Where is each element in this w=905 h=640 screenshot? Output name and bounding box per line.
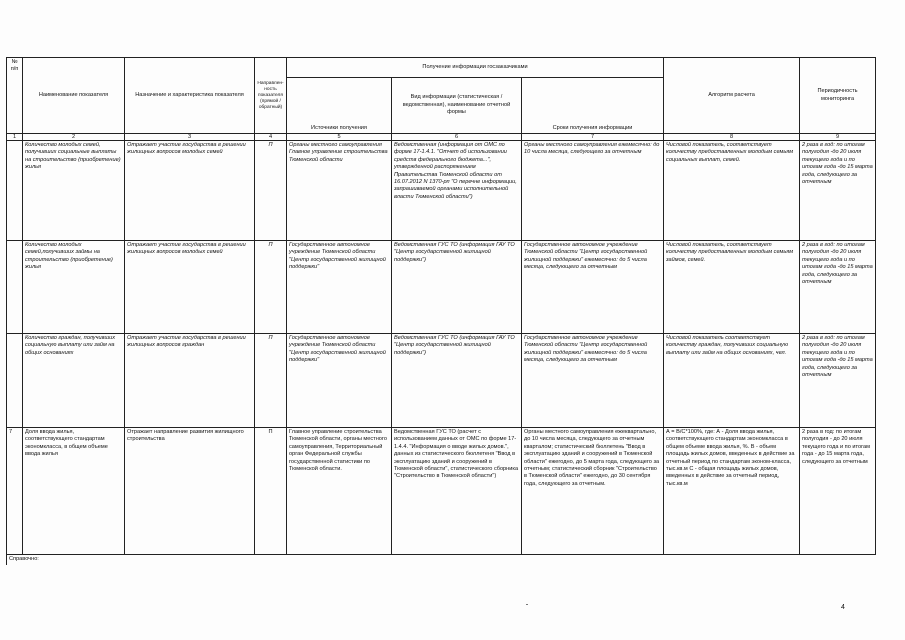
header-algorithm: Алгоритм расчета	[664, 58, 800, 134]
info-kind: Ведомственная ГУС ТО (информация ГАУ ТО "Центр государственной жилищной поддержки")	[392, 241, 522, 334]
header-num: № п/п	[7, 58, 23, 134]
indicator-purpose: Отражает участие государства в решении жилищных вопросов граждан	[125, 334, 255, 428]
indicator-direction: П	[255, 141, 287, 241]
indicator-direction: П	[255, 334, 287, 428]
info-terms: Органы местного самоуправления ежеквартально, до 10 числа месяца, следующего за отчетным кварталом; статистический бюллетень "Ввод в эксплуатацию зданий и сооружений в Тюменской области" ежегодно, до 5 марта года, следующего за отчетным; статистический сборник "Строительство в Тюменской области" ежегодно, до 30 сентября года, следующего за отчетным.	[522, 428, 664, 555]
indicator-name: Количество молодых семей, получивших социальные выплаты на строительство (приобретение) жилья	[23, 141, 125, 241]
calc-algorithm: Числовой показатель, соответствует количеству предоставленных молодым семьям социальных выплат, семей.	[664, 141, 800, 241]
table-row	[7, 241, 876, 334]
row-num	[7, 141, 23, 241]
row-num	[7, 241, 23, 334]
info-source: Органы местного самоуправления Главное управление строительства Тюменской области	[287, 141, 392, 241]
page-number: 4	[841, 604, 845, 611]
header-terms: Сроки получения информации	[522, 78, 664, 134]
calc-algorithm: Числовой показатель соответствует количеству граждан, получивших социальную выплату или займ на общих основаниях, чел.	[664, 334, 800, 428]
column-number: 7	[522, 134, 664, 141]
header-source: Источники получения	[287, 78, 392, 134]
indicator-name: Доля ввода жилья, соответствующего стандартам экономкласса, в общем объеме ввода жилья	[23, 428, 125, 555]
monitoring-period: 2 раза в год: по итогам полугодия - до 20 июля текущего года и по итогам года - до 15 марта года, следующего за отчетным	[800, 428, 876, 555]
row-num	[7, 334, 23, 428]
indicator-purpose: Отражает участие государства в решении жилищных вопросов молодых семей	[125, 241, 255, 334]
indicator-name: Количество граждан, получивших социальную выплату или займ на общих основаниях	[23, 334, 125, 428]
monitoring-period: 2 раза в год: по итогам полугодия -до 20 июля текущего года и по итогам года -до 15 марта года, следующего за отчетным	[800, 141, 876, 241]
header-direction: Направлен-ность показателя (прямой / обратный)	[255, 58, 287, 134]
row-num: 7	[7, 428, 23, 555]
info-terms: Государственное автономное учреждение Тюменской области "Центр государственной жилищной поддержки" ежемесячно: до 5 числа месяца, следующего за отчетным	[522, 334, 664, 428]
indicator-direction: П	[255, 241, 287, 334]
info-kind: Ведомственная ГУС ТО (расчет с использованием данных от ОМС по форме 17-1.4.4. "Информация о вводе жилых домов.", данных из статистического бюллетеня "Ввод в эксплуатацию зданий и сооружений в Тюменской области", статистического сборника "Строительство в Тюменской области")	[392, 428, 522, 555]
header-info-kind: Вид информации (статистическая / ведомственная), наименование отчетной формы	[392, 78, 522, 134]
header-purpose: Назначение и характеристика показателя	[125, 58, 255, 134]
column-number: 3	[125, 134, 255, 141]
monitoring-table	[6, 57, 876, 565]
scan-speck	[526, 604, 528, 605]
indicator-purpose: Отражает направление развития жилищного строительства	[125, 428, 255, 555]
calc-algorithm: А = В/С*100%, где: А - Доля ввода жилья, соответствующего стандартам экономкласса в общем объеме ввода жилья, %. В - объем площадь жилых домов, введенных в действие за отчетный период по стандартам эконом-класса, тыс.кв.м С - общая площадь жилых домов, введенных в действие за отчетный период, тыс.кв.м	[664, 428, 800, 555]
info-kind: Ведомственная (информация от ОМС по форме 17-1.4.1. "Отчет об использовании средств федерального бюджета...", утвержденной распоряжением Правительства Тюменской области от 16.07.2012 N 1370-рп "О перечне информации, запрашиваемой органами исполнительной власти Тюменской области")	[392, 141, 522, 241]
info-source: Главное управление строительства Тюменской области, органы местного самоуправления, Территориальный орган Федеральной службы государственной статистики по Тюменской области.	[287, 428, 392, 555]
info-terms: Органы местного самоуправления ежемесячно: до 10 числа месяца, следующего за отчетным	[522, 141, 664, 241]
indicator-purpose: Отражает участие государства в решении жилищных вопросов молодых семей	[125, 141, 255, 241]
table-row	[7, 428, 876, 555]
column-number: 9	[800, 134, 876, 141]
monitoring-period: 2 раза в год: по итогам полугодия -до 20 июля текущего года и по итогам года -до 15 марта года, следующего за отчетным	[800, 334, 876, 428]
column-numbers-row	[7, 134, 876, 141]
header-periodicity: Периодичность мониторинга	[800, 58, 876, 134]
header-name: Наименование показателя	[23, 58, 125, 134]
info-source: Государственное автономное учреждение Тюменской области "Центр государственной жилищной поддержки"	[287, 241, 392, 334]
info-kind: Ведомственная ГУС ТО (информация ГАУ ТО "Центр государственной жилищной поддержки")	[392, 334, 522, 428]
indicator-direction: П	[255, 428, 287, 555]
table-row	[7, 334, 876, 428]
column-number: 4	[255, 134, 287, 141]
indicator-name: Количество молодых семей,получивших займы на строительство (приобретение) жилья	[23, 241, 125, 334]
info-source: Государственное автономное учреждение Тюменской области "Центр государственной жилищной поддержки"	[287, 334, 392, 428]
footer-note: Справочно:	[7, 555, 876, 565]
table-row	[7, 141, 876, 241]
column-number: 2	[23, 134, 125, 141]
column-number: 1	[7, 134, 23, 141]
column-number: 8	[664, 134, 800, 141]
footer-row	[7, 555, 876, 565]
monitoring-period: 2 раза в год: по итогам полугодия -до 20 июля текущего года и по итогам года -до 15 марта года, следующего за отчетным	[800, 241, 876, 334]
calc-algorithm: Числовой показатель, соответствует количеству предоставленных молодым семьям займов, семей.	[664, 241, 800, 334]
info-terms: Государственное автономное учреждение Тюменской области "Центр государственной жилищной поддержки" ежемесячно: до 5 числа месяца, следующего за отчетным	[522, 241, 664, 334]
header-receive-info: Получение информации госзаказчиками	[287, 58, 664, 78]
column-number: 6	[392, 134, 522, 141]
column-number: 5	[287, 134, 392, 141]
